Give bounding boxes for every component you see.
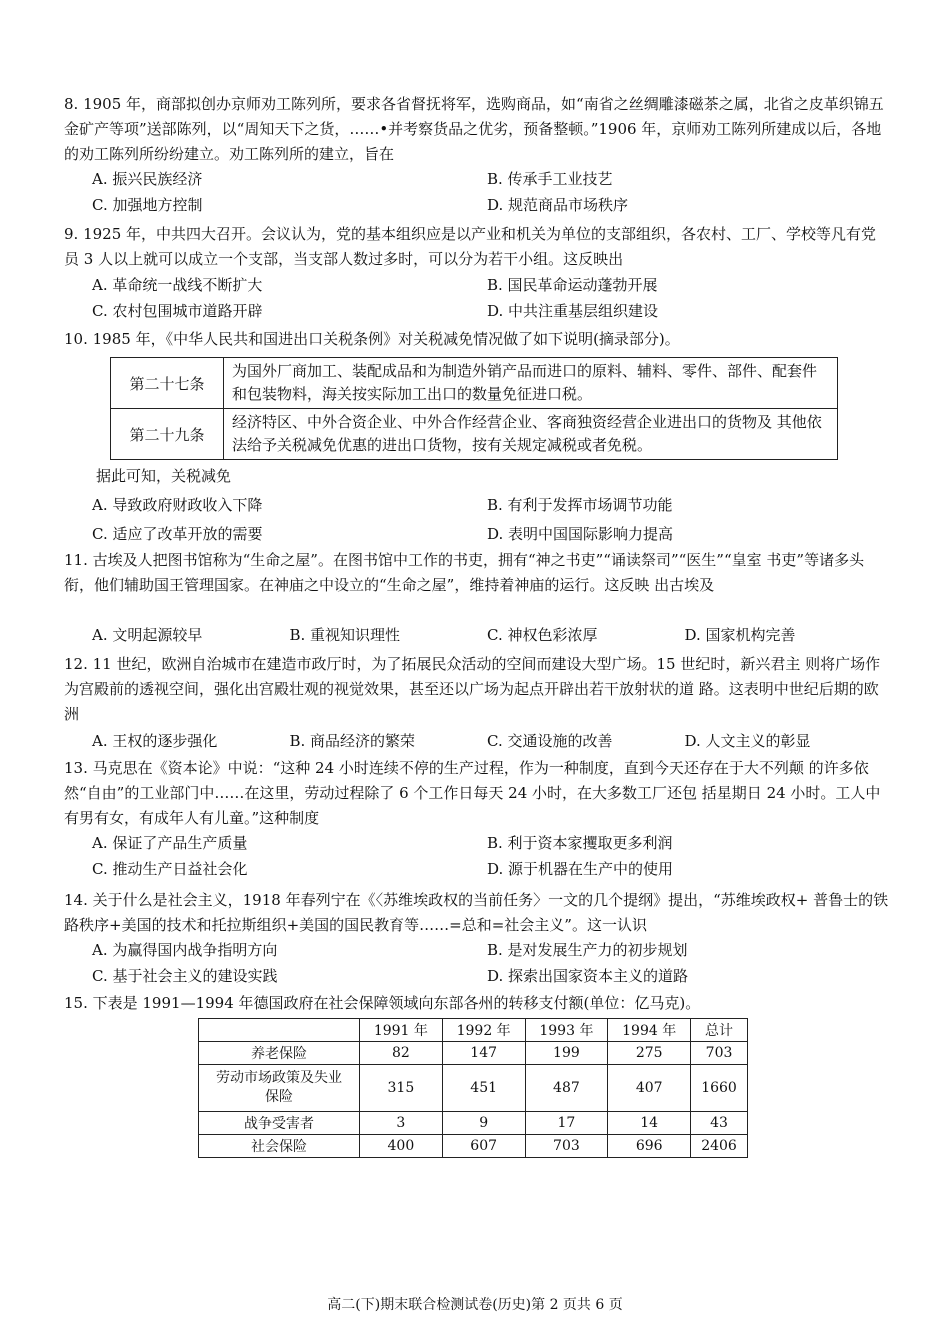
table-cell: 3 <box>360 1112 443 1135</box>
question-10-option-a[interactable]: A. 导致政府财政收入下降 <box>92 496 263 514</box>
question-13-options <box>92 830 882 882</box>
table-cell: 14 <box>608 1112 691 1135</box>
table-header-cell: 1993 年 <box>525 1019 608 1042</box>
table-cell: 607 <box>442 1135 525 1158</box>
table-cell: 703 <box>525 1135 608 1158</box>
table-cell: 82 <box>360 1042 443 1065</box>
question-9-option-b[interactable]: B. 国民革命运动蓬勃开展 <box>487 276 658 294</box>
question-10-option-c[interactable]: C. 适应了改革开放的需要 <box>92 525 263 543</box>
table-row <box>199 1135 748 1158</box>
question-11-option-b[interactable]: B. 重视知识理性 <box>289 626 401 644</box>
article-label: 第二十七条 <box>111 358 224 409</box>
table-cell: 147 <box>442 1042 525 1065</box>
question-13-option-d[interactable]: D. 源于机器在生产中的使用 <box>487 860 674 878</box>
question-13-stem: 13. 马克思在《资本论》中说：“这种 24 小时连续不停的生产过程，作为一种制度，直到今天还存在于大不列颠 的许多依然“自由”的工业部门中……在这里，劳动过程除了 6 个工作日每天 24 小时，在大多数工厂还包 括星期日 24 小时。工人中有男有女，有成年人有儿童。”这种制度 <box>64 759 881 827</box>
table-cell: 2406 <box>691 1135 748 1158</box>
question-9-option-d[interactable]: D. 中共注重基层组织建设 <box>487 302 659 320</box>
article-content: 为国外厂商加工、装配成品和为制造外销产品而进口的原料、辅料、零件、部件、配套件和包装物料，海关按实际加工出口的数量免征进口税。 <box>224 358 838 409</box>
question-10-stem: 10. 1985 年，《中华人民共和国进出口关税条例》对关税减免情况做了如下说明(摘录部分)。 <box>64 330 680 348</box>
question-11-option-a[interactable]: A. 文明起源较早 <box>92 626 203 644</box>
question-9-option-c[interactable]: C. 农村包围城市道路开辟 <box>92 302 263 320</box>
transfer-payment-table <box>198 1018 748 1158</box>
table-cell: 1660 <box>691 1065 748 1112</box>
article-label: 第二十九条 <box>111 409 224 460</box>
table-row <box>199 1042 748 1065</box>
table-cell: 696 <box>608 1135 691 1158</box>
question-8-option-a[interactable]: A. 振兴民族经济 <box>92 170 203 188</box>
table-cell: 199 <box>525 1042 608 1065</box>
question-8-option-c[interactable]: C. 加强地方控制 <box>92 196 203 214</box>
table-header-cell <box>199 1019 360 1042</box>
question-10-options <box>92 491 882 549</box>
row-label: 养老保险 <box>199 1042 360 1065</box>
row-label: 劳动市场政策及失业保险 <box>199 1065 360 1112</box>
question-12-option-d[interactable]: D. 人文主义的彰显 <box>684 732 811 750</box>
question-13-option-b[interactable]: B. 利于资本家攫取更多利润 <box>487 834 673 852</box>
table-cell: 407 <box>608 1065 691 1112</box>
question-11-stem: 11. 古埃及人把图书馆称为“生命之屋”。在图书馆中工作的书吏，拥有“神之书吏”“诵读祭司”“医生”“皇室 书吏”等诸多头衔，他们辅助国王管理国家。在神庙之中设立的“生命之屋”，维持着神庙的运行。这反映 出古埃及 <box>64 551 865 594</box>
question-11-option-d[interactable]: D. 国家机构完善 <box>684 626 796 644</box>
table-header-cell: 1994 年 <box>608 1019 691 1042</box>
question-11-option-c[interactable]: C. 神权色彩浓厚 <box>487 626 598 644</box>
question-13-option-c[interactable]: C. 推动生产日益社会化 <box>92 860 248 878</box>
page-footer: 高二(下)期末联合检测试卷(历史)第 2 页共 6 页 <box>327 1297 623 1313</box>
table-row <box>111 409 838 460</box>
table-header-cell: 1991 年 <box>360 1019 443 1042</box>
row-label: 战争受害者 <box>199 1112 360 1135</box>
table-header-cell: 1992 年 <box>442 1019 525 1042</box>
table-cell: 9 <box>442 1112 525 1135</box>
customs-regulation-table <box>110 357 838 460</box>
question-14-option-c[interactable]: C. 基于社会主义的建设实践 <box>92 967 278 985</box>
question-12-stem: 12. 11 世纪，欧洲自治城市在建造市政厅时，为了拓展民众活动的空间而建设大型广场。15 世纪时，新兴君主 则将广场作为宫殿前的透视空间，强化出宫殿壮观的视觉效果，甚至还以广场为起点开辟出若干放射状的道 路。这表明中世纪后期的欧洲 <box>64 655 881 723</box>
question-10-option-b[interactable]: B. 有利于发挥市场调节功能 <box>487 496 673 514</box>
question-8-options <box>92 166 882 218</box>
question-10-option-d[interactable]: D. 表明中国国际影响力提高 <box>487 525 674 543</box>
table-cell: 315 <box>360 1065 443 1112</box>
row-label: 社会保险 <box>199 1135 360 1158</box>
table-row <box>111 358 838 409</box>
table-cell: 400 <box>360 1135 443 1158</box>
question-8-option-d[interactable]: D. 规范商品市场秩序 <box>487 196 629 214</box>
question-12-option-a[interactable]: A. 王权的逐步强化 <box>92 732 218 750</box>
question-12-option-c[interactable]: C. 交通设施的改善 <box>487 732 613 750</box>
table-cell: 487 <box>525 1065 608 1112</box>
question-14-option-b[interactable]: B. 是对发展生产力的初步规划 <box>487 941 688 959</box>
table-header-row <box>199 1019 748 1042</box>
question-14-option-a[interactable]: A. 为赢得国内战争指明方向 <box>92 941 278 959</box>
table-row <box>199 1065 748 1112</box>
question-10-substem: 据此可知，关税减免 <box>96 467 232 485</box>
question-13-option-a[interactable]: A. 保证了产品生产质量 <box>92 834 248 852</box>
question-8-stem: 8. 1905 年，商部拟创办京师劝工陈列所，要求各省督抚将军，选购商品，如“南省之丝绸雕漆磁茶之属，北省之皮革织锦五金矿产等项”送部陈列，以“周知天下之货，……•并考察货品之优劣，预备整顿。”1906 年，京师劝工陈列所建成以后，各地的劝工陈列所纷纷建立。劝工陈列所的建立，旨在 <box>64 95 884 163</box>
table-cell: 17 <box>525 1112 608 1135</box>
question-8-option-b[interactable]: B. 传承手工业技艺 <box>487 170 613 188</box>
question-14-stem: 14. 关于什么是社会主义，1918 年春列宁在《〈苏维埃政权的当前任务〉一文的几个提纲》提出，“苏维埃政权+ 普鲁士的铁路秩序+美国的技术和托拉斯组织+美国的国民教育等……=总和=社会主义”。这一认识 <box>64 891 889 934</box>
question-9-stem: 9. 1925 年，中共四大召开。会议认为，党的基本组织应是以产业和机关为单位的支部组织，各农村、工厂、学校等凡有党员 3 人以上就可以成立一个支部，当支部人数过多时，可以分为若干小组。这反映出 <box>64 225 877 268</box>
article-content: 经济特区、中外合资企业、中外合作经营企业、客商独资经营企业进出口的货物及 其他依法给予关税减免优惠的进出口货物，按有关规定减税或者免税。 <box>224 409 838 460</box>
table-cell: 703 <box>691 1042 748 1065</box>
question-15-stem: 15. 下表是 1991—1994 年德国政府在社会保障领域向东部各州的转移支付额(单位：亿马克)。 <box>64 994 701 1012</box>
question-11-options <box>92 622 882 648</box>
question-12-option-b[interactable]: B. 商品经济的繁荣 <box>289 732 416 750</box>
question-12-options <box>92 728 882 754</box>
question-9-option-a[interactable]: A. 革命统一战线不断扩大 <box>92 276 263 294</box>
question-9-options <box>92 272 882 324</box>
table-cell: 43 <box>691 1112 748 1135</box>
table-row <box>199 1112 748 1135</box>
table-cell: 451 <box>442 1065 525 1112</box>
table-header-cell: 总计 <box>691 1019 748 1042</box>
question-14-option-d[interactable]: D. 探索出国家资本主义的道路 <box>487 967 689 985</box>
question-14-options <box>92 937 882 989</box>
table-cell: 275 <box>608 1042 691 1065</box>
